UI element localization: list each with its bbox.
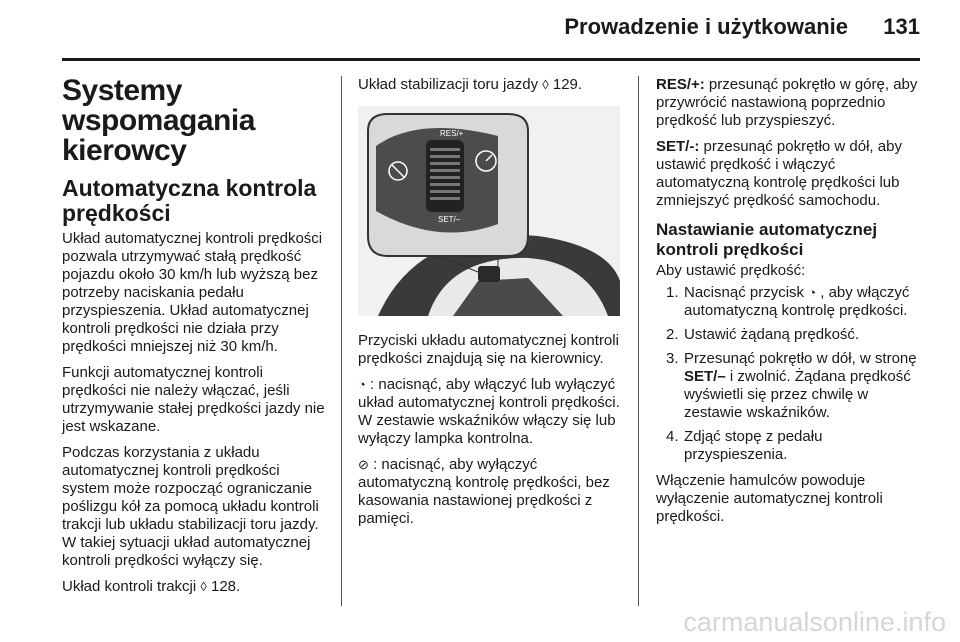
page-number: 131 <box>883 14 920 39</box>
paragraph <box>358 376 620 448</box>
page-reference-link[interactable]: 128. <box>211 578 241 595</box>
paragraph: Funkcji automatycznej kontroli prędkości nie należy włączać, jeśli utrzymywanie stałej prędkości jazdy nie jest wskazane. <box>62 364 325 435</box>
header-title: Prowadzenie i użytkowanie <box>564 14 848 39</box>
cruise-onoff-description: : nacisnąć, aby włączyć lub wyłączyć układ automatycznej kontroli prędkości. W zestawie wskaźników włączy się lub wyłączy lampka kontrolna. <box>358 376 620 447</box>
res-label: RES/+ <box>440 129 464 138</box>
column-1 <box>62 76 330 604</box>
paragraph: Przyciski układu automatycznej kontroli prędkości znajdują się na kierownicy. <box>358 332 619 367</box>
column-2 <box>358 76 620 536</box>
subsection-title: Nastawianie automatycznej kontroli prędkości <box>656 220 878 259</box>
column-divider <box>638 76 639 606</box>
section-title: Systemy wspomagania kierowcy <box>62 74 255 167</box>
list-item: 1. Nacisnąć przycisk ◔ , aby włączyć automatyczną kontrolę prędkości. <box>666 284 910 319</box>
watermark: carmanualsonline.info <box>683 607 946 637</box>
cruise-cancel-description: : nacisnąć, aby wyłączyć automatyczną kontrolę prędkości, bez kasowania nastawionej prędkości z pamięci. <box>358 456 610 527</box>
steps-list <box>656 284 926 464</box>
column-3 <box>656 76 926 534</box>
list-item: 3. Przesunąć pokrętło w dół, w stronę SET/– i zwolnić. Żądana prędkość wyświetli się przez chwilę w zestawie wskaźników. <box>666 350 917 421</box>
ref-text: Układ stabilizacji toru jazdy <box>358 76 543 93</box>
steering-wheel-illustration <box>358 106 620 316</box>
paragraph <box>358 76 620 94</box>
res-description: przesunąć pokrętło w górę, aby przywrócić nastawioną poprzednio prędkość lub przyspieszyć. <box>656 76 918 129</box>
paragraph: Układ automatycznej kontroli prędkości pozwala utrzymywać stałą prędkość pojazdu około 30 km/h lub wyższą bez potrzeby naciskania pedału przyspieszenia. Układ automatycznej kontroli prędkości nie działa przy prędkości mniejszej niż 30 km/h. <box>62 230 323 355</box>
cruise-cancel-icon: ⊘ <box>358 457 369 472</box>
paragraph <box>358 456 620 528</box>
page-reference-link[interactable]: 129. <box>552 76 583 93</box>
page-header <box>0 0 960 60</box>
paragraph <box>656 76 926 130</box>
steering-wheel-figure <box>358 106 620 316</box>
column-divider <box>341 76 342 606</box>
list-item: 2. Ustawić żądaną prędkość. <box>666 326 860 343</box>
paragraph <box>62 578 330 596</box>
paragraph <box>656 138 926 210</box>
header-rule <box>62 58 920 61</box>
paragraph: Aby ustawić prędkość: <box>656 262 806 279</box>
res-label-term: RES/+: <box>656 76 705 93</box>
cruise-control-icon: ◔ <box>358 377 366 392</box>
paragraph: Podczas korzystania z układu automatycznej kontroli prędkości system może rozpocząć ograniczanie poślizgu kół za pomocą układu kontroli trakcji lub układu stabilizacji toru jazdy. W takiej sytuacji układ automatycznej kontroli prędkości wyłączy się. <box>62 444 319 569</box>
set-label-term: SET/-: <box>656 138 700 155</box>
reference-arrow-icon: ◊ <box>200 579 207 594</box>
reference-arrow-icon: ◊ <box>542 77 549 92</box>
subsection-title: Automatyczna kontrola prędkości <box>62 175 317 226</box>
set-label: SET/– <box>438 215 461 224</box>
paragraph: Włączenie hamulców powoduje wyłączenie automatycznej kontroli prędkości. <box>656 472 883 525</box>
set-description: przesunąć pokrętło w dół, aby ustawić prędkość i włączyć automatyczną kontrolę prędkości lub zmniejszyć prędkość samochodu. <box>656 138 902 209</box>
ref-text: Układ kontroli trakcji <box>62 578 201 595</box>
list-item: 4. Zdjąć stopę z pedału przyspieszenia. <box>666 428 823 463</box>
cruise-control-icon: ◔ <box>808 285 817 300</box>
